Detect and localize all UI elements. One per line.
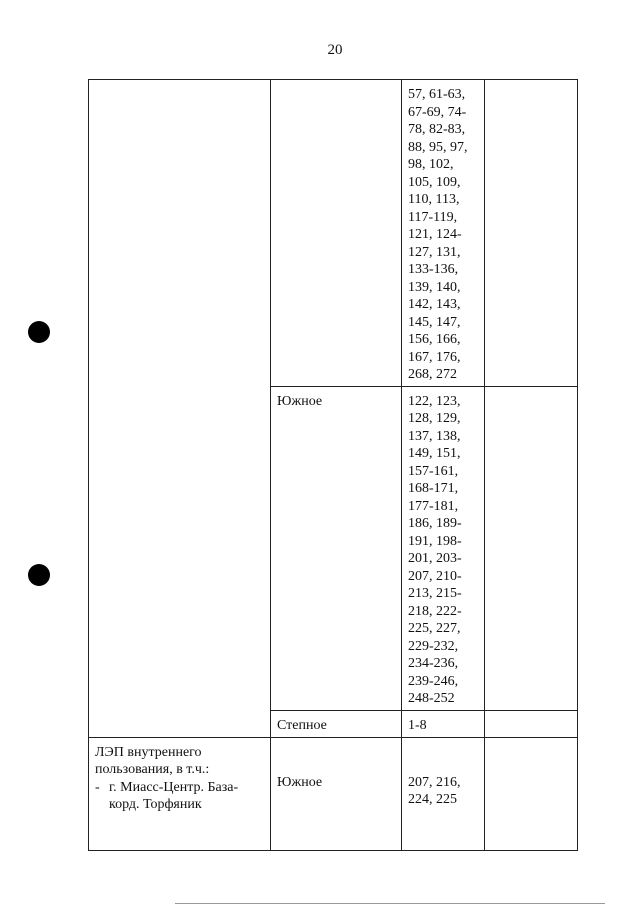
document-table	[88, 79, 578, 851]
numbers-cell	[402, 710, 485, 737]
section-text: Южное	[277, 774, 323, 790]
section-cell	[271, 710, 402, 737]
region-cell	[89, 737, 271, 850]
region-list-item: г. Миасс-Центр. База- корд. Торфяник	[109, 779, 239, 812]
list-bullet: -	[95, 779, 100, 795]
numbers-cell	[402, 386, 485, 710]
numbers-cell	[402, 80, 485, 387]
table-row	[89, 386, 578, 710]
numbers-text: 57, 61-63, 67-69, 74- 78, 82-83, 88, 95, 97, 98, 102, 105, 109, 110, 113, 117-119, 121, 124- 127, 131, 133-136, 139, 140, 142, 143, 145, 147, 156, 166, 167, 176, 268, 272	[408, 87, 468, 382]
numbers-text: 122, 123, 128, 129, 137, 138, 149, 151, 157-161, 168-171, 177-181, 186, 189- 191, 198- 201, 203- 207, 210- 213, 215- 218, 222- 225, 227, 229-232, 234-236, 239-246, 248-252	[408, 393, 462, 706]
section-cell	[271, 737, 402, 850]
punch-hole-upper	[28, 321, 50, 343]
section-cell	[271, 80, 402, 387]
extra-cell	[485, 386, 578, 710]
numbers-cell	[402, 737, 485, 850]
section-text: Южное	[277, 393, 323, 409]
table-row	[89, 710, 578, 737]
table-row	[89, 80, 578, 387]
numbers-text: 207, 216, 224, 225	[408, 774, 461, 807]
punch-hole-lower	[28, 564, 50, 586]
extra-cell	[485, 710, 578, 737]
numbers-text: 1-8	[408, 717, 427, 733]
region-cell	[89, 710, 271, 737]
extra-cell	[485, 737, 578, 850]
extra-cell	[485, 80, 578, 387]
section-cell	[271, 386, 402, 710]
scan-edge-line	[175, 903, 605, 904]
region-cell	[89, 80, 271, 387]
table-row	[89, 737, 578, 850]
section-text: Степное	[277, 717, 327, 733]
region-heading: ЛЭП внутреннего пользования, в т.ч.:	[95, 744, 210, 777]
page-number: 20	[327, 42, 343, 58]
region-cell	[89, 386, 271, 710]
